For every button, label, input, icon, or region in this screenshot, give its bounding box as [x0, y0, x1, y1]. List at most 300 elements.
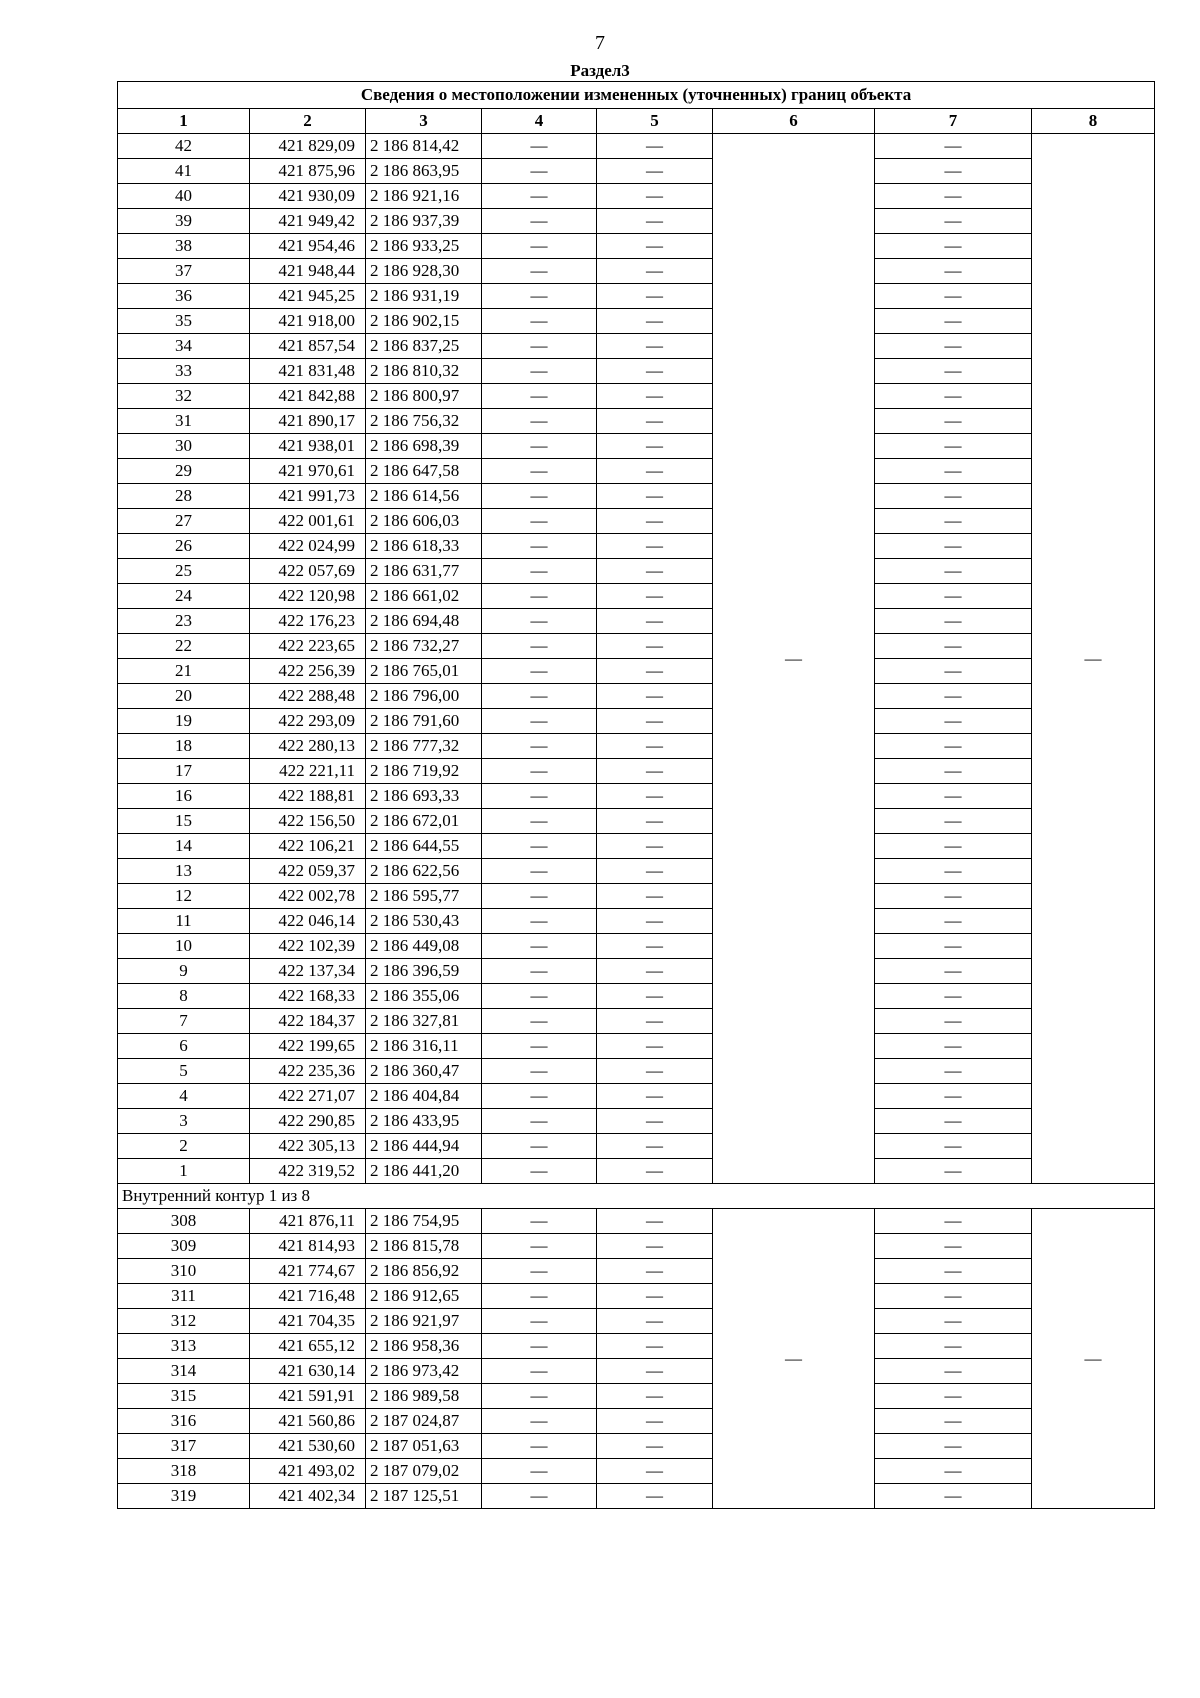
column-5-cell: —	[597, 1409, 713, 1434]
column-4-cell: —	[482, 909, 597, 934]
column-7-cell: —	[875, 1084, 1032, 1109]
column-5-cell: —	[597, 159, 713, 184]
table-row	[118, 1109, 1155, 1134]
point-number-cell: 21	[118, 659, 250, 684]
boundary-coordinates-table	[117, 81, 1155, 1509]
column-6-merged-cell: —	[713, 1209, 875, 1509]
column-header: 2	[250, 109, 366, 134]
column-4-cell: —	[482, 584, 597, 609]
column-5-cell: —	[597, 1109, 713, 1134]
section-title: Раздел3	[570, 61, 630, 80]
column-7-cell: —	[875, 509, 1032, 534]
column-4-cell: —	[482, 1009, 597, 1034]
x-coordinate-cell: 421 991,73	[250, 484, 366, 509]
column-4-cell: —	[482, 559, 597, 584]
column-7-cell: —	[875, 609, 1032, 634]
x-coordinate-cell: 422 046,14	[250, 909, 366, 934]
column-7-cell: —	[875, 1134, 1032, 1159]
x-coordinate-cell: 421 945,25	[250, 284, 366, 309]
point-number-cell: 25	[118, 559, 250, 584]
column-5-cell: —	[597, 1459, 713, 1484]
column-4-cell: —	[482, 309, 597, 334]
y-coordinate-cell: 2 186 631,77	[366, 559, 482, 584]
y-coordinate-cell: 2 186 796,00	[366, 684, 482, 709]
point-number-cell: 10	[118, 934, 250, 959]
column-5-cell: —	[597, 1159, 713, 1184]
x-coordinate-cell: 421 938,01	[250, 434, 366, 459]
column-4-cell: —	[482, 684, 597, 709]
x-coordinate-cell: 422 057,69	[250, 559, 366, 584]
column-7-cell: —	[875, 559, 1032, 584]
point-number-cell: 318	[118, 1459, 250, 1484]
column-4-cell: —	[482, 1034, 597, 1059]
page-number: 7	[595, 32, 605, 54]
column-4-cell: —	[482, 1459, 597, 1484]
table-row	[118, 1384, 1155, 1409]
column-5-cell: —	[597, 184, 713, 209]
column-5-cell: —	[597, 709, 713, 734]
column-7-cell: —	[875, 409, 1032, 434]
table-row	[118, 809, 1155, 834]
point-number-cell: 311	[118, 1284, 250, 1309]
point-number-cell: 19	[118, 709, 250, 734]
column-7-cell: —	[875, 459, 1032, 484]
table-row	[118, 859, 1155, 884]
column-5-cell: —	[597, 1134, 713, 1159]
y-coordinate-cell: 2 186 614,56	[366, 484, 482, 509]
x-coordinate-cell: 421 591,91	[250, 1384, 366, 1409]
column-5-cell: —	[597, 909, 713, 934]
point-number-cell: 20	[118, 684, 250, 709]
table-row	[118, 284, 1155, 309]
column-5-cell: —	[597, 609, 713, 634]
x-coordinate-cell: 421 704,35	[250, 1309, 366, 1334]
point-number-cell: 22	[118, 634, 250, 659]
y-coordinate-cell: 2 186 815,78	[366, 1234, 482, 1259]
y-coordinate-cell: 2 187 051,63	[366, 1434, 482, 1459]
column-5-cell: —	[597, 259, 713, 284]
point-number-cell: 36	[118, 284, 250, 309]
point-number-cell: 37	[118, 259, 250, 284]
column-header: 3	[366, 109, 482, 134]
column-5-cell: —	[597, 559, 713, 584]
x-coordinate-cell: 422 059,37	[250, 859, 366, 884]
column-5-cell: —	[597, 1059, 713, 1084]
column-7-cell: —	[875, 784, 1032, 809]
point-number-cell: 27	[118, 509, 250, 534]
column-5-cell: —	[597, 434, 713, 459]
y-coordinate-cell: 2 187 125,51	[366, 1484, 482, 1509]
x-coordinate-cell: 422 188,81	[250, 784, 366, 809]
table-row	[118, 659, 1155, 684]
x-coordinate-cell: 421 948,44	[250, 259, 366, 284]
table-body	[118, 134, 1155, 1509]
y-coordinate-cell: 2 186 837,25	[366, 334, 482, 359]
column-5-cell: —	[597, 459, 713, 484]
table-row	[118, 1359, 1155, 1384]
contour-label-row	[118, 1184, 1155, 1209]
table-row	[118, 259, 1155, 284]
x-coordinate-cell: 421 842,88	[250, 384, 366, 409]
point-number-cell: 17	[118, 759, 250, 784]
column-7-cell: —	[875, 1059, 1032, 1084]
table-row	[118, 709, 1155, 734]
y-coordinate-cell: 2 186 698,39	[366, 434, 482, 459]
table-row	[118, 609, 1155, 634]
column-7-cell: —	[875, 1334, 1032, 1359]
column-4-cell: —	[482, 234, 597, 259]
point-number-cell: 316	[118, 1409, 250, 1434]
y-coordinate-cell: 2 186 661,02	[366, 584, 482, 609]
column-7-cell: —	[875, 584, 1032, 609]
column-7-cell: —	[875, 234, 1032, 259]
column-4-cell: —	[482, 809, 597, 834]
x-coordinate-cell: 421 875,96	[250, 159, 366, 184]
table-row	[118, 1309, 1155, 1334]
table-row	[118, 1159, 1155, 1184]
column-4-cell: —	[482, 284, 597, 309]
x-coordinate-cell: 421 829,09	[250, 134, 366, 159]
column-5-cell: —	[597, 1309, 713, 1334]
x-coordinate-cell: 421 970,61	[250, 459, 366, 484]
table-caption-row	[118, 82, 1155, 109]
x-coordinate-cell: 422 106,21	[250, 834, 366, 859]
y-coordinate-cell: 2 186 355,06	[366, 984, 482, 1009]
x-coordinate-cell: 422 293,09	[250, 709, 366, 734]
x-coordinate-cell: 422 271,07	[250, 1084, 366, 1109]
x-coordinate-cell: 422 288,48	[250, 684, 366, 709]
point-number-cell: 38	[118, 234, 250, 259]
column-5-cell: —	[597, 284, 713, 309]
point-number-cell: 32	[118, 384, 250, 409]
column-5-cell: —	[597, 959, 713, 984]
point-number-cell: 14	[118, 834, 250, 859]
x-coordinate-cell: 421 954,46	[250, 234, 366, 259]
y-coordinate-cell: 2 186 791,60	[366, 709, 482, 734]
column-4-cell: —	[482, 184, 597, 209]
column-7-cell: —	[875, 259, 1032, 284]
table-row	[118, 209, 1155, 234]
column-7-cell: —	[875, 1384, 1032, 1409]
y-coordinate-cell: 2 186 618,33	[366, 534, 482, 559]
column-4-cell: —	[482, 834, 597, 859]
column-header-row	[118, 109, 1155, 134]
y-coordinate-cell: 2 186 444,94	[366, 1134, 482, 1159]
x-coordinate-cell: 421 560,86	[250, 1409, 366, 1434]
column-4-cell: —	[482, 1084, 597, 1109]
column-7-cell: —	[875, 1109, 1032, 1134]
column-5-cell: —	[597, 984, 713, 1009]
column-5-cell: —	[597, 534, 713, 559]
column-5-cell: —	[597, 134, 713, 159]
x-coordinate-cell: 421 402,34	[250, 1484, 366, 1509]
x-coordinate-cell: 422 319,52	[250, 1159, 366, 1184]
column-4-cell: —	[482, 509, 597, 534]
table-row	[118, 1459, 1155, 1484]
column-5-cell: —	[597, 234, 713, 259]
table-row	[118, 959, 1155, 984]
y-coordinate-cell: 2 186 933,25	[366, 234, 482, 259]
point-number-cell: 13	[118, 859, 250, 884]
y-coordinate-cell: 2 186 756,32	[366, 409, 482, 434]
x-coordinate-cell: 421 814,93	[250, 1234, 366, 1259]
column-7-cell: —	[875, 834, 1032, 859]
column-5-cell: —	[597, 1359, 713, 1384]
y-coordinate-cell: 2 186 973,42	[366, 1359, 482, 1384]
table-row	[118, 459, 1155, 484]
column-7-cell: —	[875, 634, 1032, 659]
column-4-cell: —	[482, 1159, 597, 1184]
table-row	[118, 234, 1155, 259]
column-7-cell: —	[875, 984, 1032, 1009]
column-5-cell: —	[597, 684, 713, 709]
y-coordinate-cell: 2 186 754,95	[366, 1209, 482, 1234]
column-5-cell: —	[597, 1484, 713, 1509]
column-5-cell: —	[597, 584, 713, 609]
column-5-cell: —	[597, 334, 713, 359]
column-4-cell: —	[482, 384, 597, 409]
column-4-cell: —	[482, 1284, 597, 1309]
column-8-merged-cell: —	[1032, 1209, 1155, 1509]
y-coordinate-cell: 2 186 441,20	[366, 1159, 482, 1184]
column-4-cell: —	[482, 934, 597, 959]
x-coordinate-cell: 422 168,33	[250, 984, 366, 1009]
column-7-cell: —	[875, 209, 1032, 234]
column-5-cell: —	[597, 809, 713, 834]
column-header: 1	[118, 109, 250, 134]
point-number-cell: 12	[118, 884, 250, 909]
table-row	[118, 409, 1155, 434]
table-row	[118, 1009, 1155, 1034]
column-4-cell: —	[482, 334, 597, 359]
x-coordinate-cell: 421 716,48	[250, 1284, 366, 1309]
x-coordinate-cell: 421 918,00	[250, 309, 366, 334]
column-5-cell: —	[597, 409, 713, 434]
column-7-cell: —	[875, 1159, 1032, 1184]
y-coordinate-cell: 2 186 912,65	[366, 1284, 482, 1309]
table-caption: Сведения о местоположении измененных (уточненных) границ объекта	[118, 82, 1155, 109]
x-coordinate-cell: 422 137,34	[250, 959, 366, 984]
table-row	[118, 1234, 1155, 1259]
column-header: 5	[597, 109, 713, 134]
x-coordinate-cell: 422 256,39	[250, 659, 366, 684]
column-7-cell: —	[875, 1009, 1032, 1034]
point-number-cell: 315	[118, 1384, 250, 1409]
column-4-cell: —	[482, 484, 597, 509]
column-7-cell: —	[875, 334, 1032, 359]
column-4-cell: —	[482, 534, 597, 559]
x-coordinate-cell: 421 655,12	[250, 1334, 366, 1359]
table-row	[118, 1059, 1155, 1084]
column-header: 7	[875, 109, 1032, 134]
column-7-cell: —	[875, 1234, 1032, 1259]
y-coordinate-cell: 2 186 777,32	[366, 734, 482, 759]
table-row	[118, 1334, 1155, 1359]
x-coordinate-cell: 421 493,02	[250, 1459, 366, 1484]
column-4-cell: —	[482, 959, 597, 984]
column-5-cell: —	[597, 759, 713, 784]
column-5-cell: —	[597, 1259, 713, 1284]
x-coordinate-cell: 422 223,65	[250, 634, 366, 659]
column-7-cell: —	[875, 809, 1032, 834]
table-row	[118, 834, 1155, 859]
point-number-cell: 8	[118, 984, 250, 1009]
table-row	[118, 1209, 1155, 1234]
y-coordinate-cell: 2 186 433,95	[366, 1109, 482, 1134]
point-number-cell: 6	[118, 1034, 250, 1059]
column-4-cell: —	[482, 1384, 597, 1409]
column-4-cell: —	[482, 759, 597, 784]
x-coordinate-cell: 421 530,60	[250, 1434, 366, 1459]
x-coordinate-cell: 421 949,42	[250, 209, 366, 234]
x-coordinate-cell: 422 199,65	[250, 1034, 366, 1059]
point-number-cell: 39	[118, 209, 250, 234]
y-coordinate-cell: 2 187 079,02	[366, 1459, 482, 1484]
y-coordinate-cell: 2 186 719,92	[366, 759, 482, 784]
x-coordinate-cell: 422 305,13	[250, 1134, 366, 1159]
column-7-cell: —	[875, 884, 1032, 909]
column-5-cell: —	[597, 734, 713, 759]
table-row	[118, 1484, 1155, 1509]
table-row	[118, 634, 1155, 659]
table-row	[118, 1084, 1155, 1109]
point-number-cell: 312	[118, 1309, 250, 1334]
column-4-cell: —	[482, 1334, 597, 1359]
point-number-cell: 16	[118, 784, 250, 809]
column-7-cell: —	[875, 1309, 1032, 1334]
column-7-cell: —	[875, 1434, 1032, 1459]
column-7-cell: —	[875, 709, 1032, 734]
column-header: 8	[1032, 109, 1155, 134]
column-5-cell: —	[597, 1334, 713, 1359]
y-coordinate-cell: 2 186 937,39	[366, 209, 482, 234]
point-number-cell: 35	[118, 309, 250, 334]
table-row	[118, 759, 1155, 784]
point-number-cell: 15	[118, 809, 250, 834]
column-7-cell: —	[875, 1034, 1032, 1059]
x-coordinate-cell: 422 156,50	[250, 809, 366, 834]
table-row	[118, 1409, 1155, 1434]
x-coordinate-cell: 421 930,09	[250, 184, 366, 209]
table-row	[118, 984, 1155, 1009]
table-row	[118, 784, 1155, 809]
column-4-cell: —	[482, 884, 597, 909]
table-row	[118, 734, 1155, 759]
point-number-cell: 313	[118, 1334, 250, 1359]
point-number-cell: 309	[118, 1234, 250, 1259]
x-coordinate-cell: 422 221,11	[250, 759, 366, 784]
point-number-cell: 31	[118, 409, 250, 434]
column-5-cell: —	[597, 359, 713, 384]
point-number-cell: 9	[118, 959, 250, 984]
column-5-cell: —	[597, 934, 713, 959]
column-4-cell: —	[482, 1234, 597, 1259]
column-5-cell: —	[597, 1234, 713, 1259]
y-coordinate-cell: 2 186 765,01	[366, 659, 482, 684]
column-7-cell: —	[875, 434, 1032, 459]
y-coordinate-cell: 2 186 449,08	[366, 934, 482, 959]
column-4-cell: —	[482, 1434, 597, 1459]
column-5-cell: —	[597, 484, 713, 509]
x-coordinate-cell: 421 831,48	[250, 359, 366, 384]
column-4-cell: —	[482, 434, 597, 459]
column-4-cell: —	[482, 1359, 597, 1384]
column-5-cell: —	[597, 634, 713, 659]
table-row	[118, 309, 1155, 334]
column-5-cell: —	[597, 859, 713, 884]
x-coordinate-cell: 422 235,36	[250, 1059, 366, 1084]
y-coordinate-cell: 2 186 404,84	[366, 1084, 482, 1109]
column-4-cell: —	[482, 984, 597, 1009]
x-coordinate-cell: 422 024,99	[250, 534, 366, 559]
table-row	[118, 159, 1155, 184]
x-coordinate-cell: 422 290,85	[250, 1109, 366, 1134]
table-row	[118, 534, 1155, 559]
table-row	[118, 509, 1155, 534]
x-coordinate-cell: 421 857,54	[250, 334, 366, 359]
table-row	[118, 334, 1155, 359]
table-row	[118, 1259, 1155, 1284]
y-coordinate-cell: 2 186 921,97	[366, 1309, 482, 1334]
column-5-cell: —	[597, 1084, 713, 1109]
y-coordinate-cell: 2 186 694,48	[366, 609, 482, 634]
y-coordinate-cell: 2 186 814,42	[366, 134, 482, 159]
y-coordinate-cell: 2 186 530,43	[366, 909, 482, 934]
column-7-cell: —	[875, 484, 1032, 509]
table-row	[118, 1034, 1155, 1059]
y-coordinate-cell: 2 186 647,58	[366, 459, 482, 484]
x-coordinate-cell: 422 102,39	[250, 934, 366, 959]
x-coordinate-cell: 422 176,23	[250, 609, 366, 634]
point-number-cell: 1	[118, 1159, 250, 1184]
point-number-cell: 310	[118, 1259, 250, 1284]
point-number-cell: 28	[118, 484, 250, 509]
column-5-cell: —	[597, 1284, 713, 1309]
column-5-cell: —	[597, 509, 713, 534]
point-number-cell: 5	[118, 1059, 250, 1084]
x-coordinate-cell: 422 120,98	[250, 584, 366, 609]
table-row	[118, 184, 1155, 209]
y-coordinate-cell: 2 186 396,59	[366, 959, 482, 984]
table-row	[118, 434, 1155, 459]
column-7-cell: —	[875, 184, 1032, 209]
column-7-cell: —	[875, 859, 1032, 884]
point-number-cell: 3	[118, 1109, 250, 1134]
y-coordinate-cell: 2 186 931,19	[366, 284, 482, 309]
column-5-cell: —	[597, 1209, 713, 1234]
point-number-cell: 34	[118, 334, 250, 359]
column-header: 4	[482, 109, 597, 134]
column-7-cell: —	[875, 1484, 1032, 1509]
point-number-cell: 24	[118, 584, 250, 609]
x-coordinate-cell: 422 184,37	[250, 1009, 366, 1034]
table-row	[118, 684, 1155, 709]
x-coordinate-cell: 421 890,17	[250, 409, 366, 434]
column-4-cell: —	[482, 634, 597, 659]
point-number-cell: 308	[118, 1209, 250, 1234]
column-5-cell: —	[597, 834, 713, 859]
y-coordinate-cell: 2 186 958,36	[366, 1334, 482, 1359]
column-4-cell: —	[482, 134, 597, 159]
y-coordinate-cell: 2 186 800,97	[366, 384, 482, 409]
point-number-cell: 42	[118, 134, 250, 159]
column-7-cell: —	[875, 1359, 1032, 1384]
column-5-cell: —	[597, 884, 713, 909]
column-7-cell: —	[875, 759, 1032, 784]
column-5-cell: —	[597, 1434, 713, 1459]
y-coordinate-cell: 2 186 928,30	[366, 259, 482, 284]
x-coordinate-cell: 422 002,78	[250, 884, 366, 909]
